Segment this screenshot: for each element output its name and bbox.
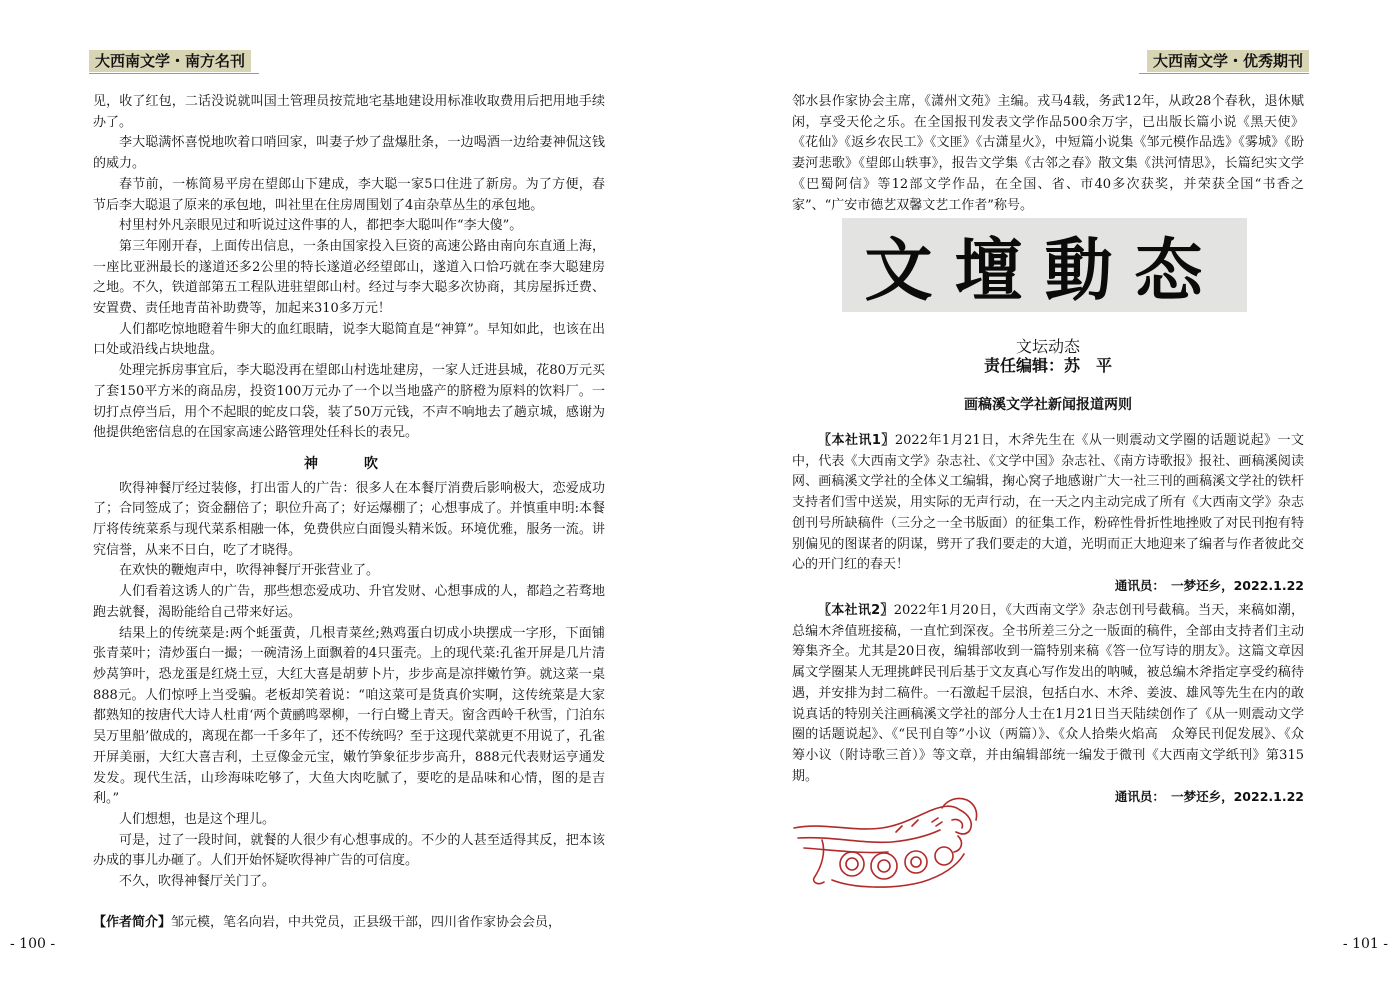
author-bio [93, 913, 605, 934]
column-title: 文坛动态 [1015, 337, 1080, 356]
news-tag: 〖本社讯2〗 [818, 603, 894, 618]
news-item [792, 601, 1304, 808]
story-paragraph: 第三年刚开春，上面传出信息，一条由国家投入巨资的高速公路由南向东直通上海，一座比亚洲最长的遂道还多2公里的特长遂道必经望郎山，遂道入口恰巧就在李大聪建房之地。不久，铁道部第五工程队进驻望郎山村。经过与李大聪多次协商，其房屋拆迁费、安置费、责任地青苗补助费等，加起来310多万元！ [93, 238, 605, 317]
section-paragraph: 结果上的传统菜是:两个蚝蛋黄，几根青菜丝;熟鸡蛋白切成小块摆成一字形，下面铺张青菜叶；清炒蛋白一撮；一碗清汤上面飘着的4只蛋壳。上的现代菜:孔雀开屏是几片清炒莴笋叶，恐龙蛋是红烧土豆，大红大喜是胡萝卜片，步步高是凉拌嫩竹笋。就这菜一桌888元。人们惊呼上当受骗。老板却笑着说：“咱这菜可是货真价实啊，这传统菜是大家都熟知的按唐代大诗人杜甫‘两个黄鹂鸣翠柳，一行白鹭上青天。窗含西岭千秋雪，门泊东吴万里船’做成的，离现在都一千多年了，还不传统吗？至于这现代菜就更不用说了，孔雀开屏美丽，大红大喜吉利，土豆像金元宝，嫩竹笋象征步步高升，888元代表财运亨通发发发。现代生活，山珍海味吃够了，大鱼大肉吃腻了，要吃的是品味和心情，图的是吉利。” [93, 625, 605, 807]
section-title: 神 吹 [304, 455, 394, 472]
news-text: 2022年1月21日，木斧先生在《从一则震动文学圈的话题说起》一文中，代表《大西南文学》杂志社、《文学中国》杂志社、《南方诗歌报》报社、画稿溪阅读网、画稿溪文学社的全体义工编辑，掬心窝子地感谢广大一社三刊的画稿溪文学社的铁杆支持者们雪中送炭，用实际的无声行动，在一天之内主动完成了所有《大西南文学》杂志创刊号所缺稿件（三分之一全书版面）的征集工作，粉碎性骨折性地挫败了对民刊抱有特别偏见的图谋者的阴谋，劈开了我们要走的大道，光明而正大地迎来了编者与作者彼此交心的开门红的春天！ [792, 433, 1305, 573]
section-paragraph: 可是，过了一段时间，就餐的人很少有心想事成的。不少的人甚至适得其反，把本该办成的事儿办砸了。人们开始怀疑吹得神广告的可信度。 [93, 832, 605, 869]
article-title: 画稿溪文学社新闻报道两则 [964, 397, 1132, 413]
section-paragraph: 不久，吹得神餐厅关门了。 [119, 874, 276, 890]
story-paragraph: 人们都吃惊地瞪着牛卵大的血红眼睛，说李大聪简直是“神算”。早知如此，也该在出口处或沿线占块地盘。 [93, 321, 605, 358]
editor-line: 责任编辑：苏 平 [983, 356, 1112, 375]
tiger-icon [792, 792, 992, 892]
news-text: 2022年1月20日，《大西南文学》杂志创刊号截稿。当天，来稿如潮，总编木斧值班接稿，一直忙到深夜。全书所差三分之一版面的稿件，全部由支持者们主动筹集齐全。尤其是20日夜，编辑部收到一篇特别来稿《答一位写诗的朋友》。这篇文章因属文学圈某人无理挑衅民刊后基于文友真心写作发出的呐喊，被总编木斧指定享受约稿待遇，并安排为封二稿件。一石激起千层浪，包括白水、木斧、姜波、雄风等先生在内的敢说真话的特别关注画稿溪文学社的部分人士在1月21日当天陆续创作了《从一则震动文学圈的话题说起》、《“民刊自等”小议（两篇）》、《众人拾柴火焰高 众筹民刊促发展》、《众筹小议（附诗歌三首）》等文章，并由编辑部统一编发于微刊《大西南文学纸刊》第315期。 [792, 603, 1304, 784]
right-column-bio [792, 92, 1304, 216]
author-bio-label: 【作者简介】 [93, 914, 172, 930]
right-running-header: 大西南文学・优秀期刊 [1147, 50, 1309, 72]
page-number-right: - 101 - [1342, 936, 1388, 952]
author-bio-continued: 邻水县作家协会主席，《潇州文苑》主编。戎马4载，务武12年，从政28个春秋，退休赋闲，享受天伦之乐。在全国报刊发表文学作品500余万字，已出版长篇小说《黑天使》《花仙》《返乡农民工》《文匪》《古潇星火》，中短篇小说集《邹元模作品选》《雾城》《盼妻河悲歌》《望郎山轶事》，报告文学集《古邻之春》散文集《洪河情思》，长篇纪实文学《巴蜀阿信》等12部文学作品，在全国、省、市40多次获奖，并荣获全国“书香之家”、“广安市德艺双馨文艺工作者”称号。 [792, 94, 1304, 213]
section-paragraph: 人们看着这诱人的广告，那些想恋爱成功、升官发财、心想事成的人，都趋之若骛地跑去就餐，渴盼能给自己带来好运。 [93, 584, 605, 620]
story-paragraph: 村里村外凡亲眼见过和听说过这件事的人，都把李大聪叫作“李大傻”。 [119, 218, 523, 234]
banner-calligraphy: 文壇動态 [864, 230, 1225, 311]
author-bio-text: 邹元模，笔名向岩，中共党员，正县级干部，四川省作家协会会员， [171, 914, 562, 930]
story-paragraph: 见，收了红包，二话没说就叫国土管理员按荒地宅基地建设用标准收取费用后把用地手续办了。 [93, 94, 605, 130]
news-credit: 通讯员： 一梦还乡，2022.1.22 [1114, 577, 1304, 593]
news-tag: 〖本社讯1〗 [818, 433, 895, 448]
right-header-rule [1139, 73, 1309, 74]
news-credit: 通讯员： 一梦还乡，2022.1.22 [1114, 789, 1304, 805]
story-paragraph: 春节前，一栋简易平房在望郎山下建成，李大聪一家5口住进了新房。为了方便，春节后李大聪退了原来的承包地，叫社里在住房周围划了4亩杂草丛生的承包地。 [93, 176, 605, 213]
left-header-rule [89, 73, 259, 74]
story-paragraph: 处理完拆房事宜后，李大聪没再在望郎山村选址建房，一家人迁进县城，花80万元买了套150平方米的商品房，投资100万元办了一个以当地盛产的脐橙为原料的饮料厂。一切打点停当后，用个不起眼的蛇皮口袋，装了50万元钱，不声不响地去了趟京城，感谢为他提供绝密信息的在国家高速公路管理处任科长的表兄。 [93, 363, 605, 441]
column-banner [842, 218, 1247, 312]
page-number-left: - 100 - [10, 936, 56, 952]
left-running-header: 大西南文学・南方名刊 [89, 50, 251, 72]
section-paragraph: 在欢快的鞭炮声中，吹得神餐厅开张营业了。 [119, 563, 380, 579]
section-paragraph: 吹得神餐厅经过装修，打出雷人的广告：很多人在本餐厅消费后影响极大，恋爱成功了；合同签成了；资金翻倍了；职位升高了；好运爆棚了；心想事成了。并慎重申明:本餐厅将传统菜系与现代菜系相融一体，免费供应白面馒头精米饭。环境优雅，服务一流。讲究信誉，从来不日白，吃了才晓得。 [93, 480, 605, 558]
left-column [93, 92, 605, 933]
news-item [792, 431, 1304, 597]
story-paragraph: 李大聪满怀喜悦地吹着口哨回家，叫妻子炒了盘爆肚条，一边喝酒一边给妻神侃这钱的威力。 [93, 135, 605, 172]
section-paragraph: 人们想想，也是这个理儿。 [119, 811, 276, 827]
